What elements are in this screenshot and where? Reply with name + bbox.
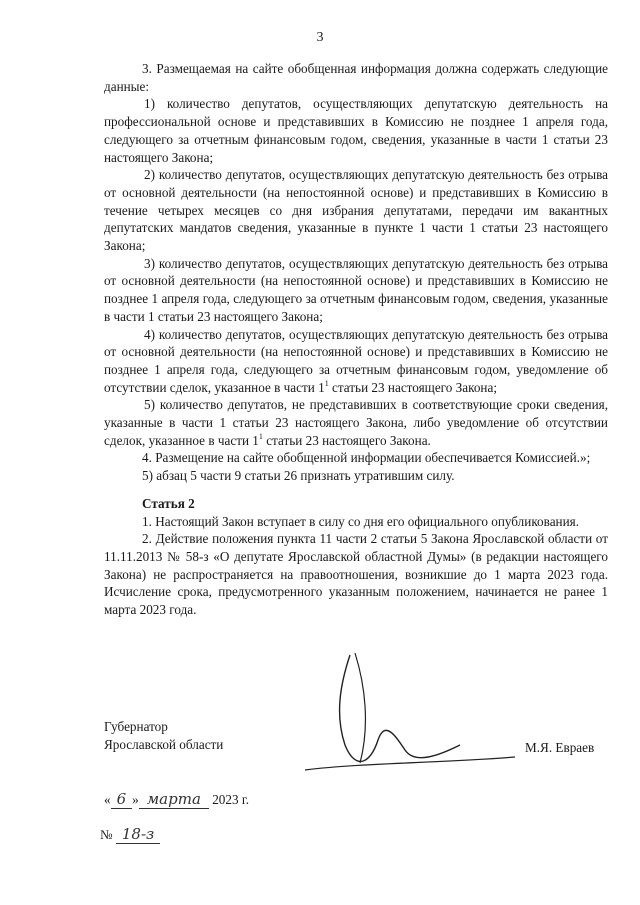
signature-position <box>104 718 223 754</box>
date-open-quote: « <box>104 792 111 807</box>
paragraph-4: 4. Размещение на сайте обобщенной информации обеспечивается Комиссией.»; <box>142 450 591 466</box>
amendment-5: 5) абзац 5 части 9 статьи 26 признать утратившим силу. <box>142 468 455 484</box>
item-5-text: 5) количество депутатов, не представивших в соответствующие сроки сведения, указанные в части 1 статьи 23 настоящего Закона, либо уведомление об отсутствии сделок, указанное в части 1 <box>104 397 608 448</box>
signatory-name: М.Я. Евраев <box>525 740 595 755</box>
law-number <box>100 825 160 843</box>
item-5 <box>104 396 608 449</box>
item-4-text: 4) количество депутатов, осуществляющих депутатскую деятельность без отрыва от основной деятельности (на непостоянной основе) и представивших в Комиссию не позднее 1 апреля года, следующего за отчетным финансовым годом, уведомление об отсутствии сделок, указанное в части 1 <box>104 326 608 395</box>
date-day: 6 <box>111 790 133 809</box>
article-2-item-2: 2. Действие положения пункта 11 части 2 статьи 5 Закона Ярославской области от 11.11.2013 № 58-з «О депутате Ярославской областной Думы» (в редакции настоящего Закона) не распространяется на правоотношения, возникшие до 1 марта 2023 года. Исчисление срока, предусмотренного указанным положением, начинается не ранее 1 марта 2023 года. <box>104 531 608 618</box>
signing-date <box>104 790 249 808</box>
article-2-item-1: 1. Настоящий Закон вступает в силу со дня его официального опубликования. <box>142 513 580 529</box>
item-4 <box>104 326 608 397</box>
date-close-quote: » <box>132 792 139 807</box>
item-5-tail: статьи 23 настоящего Закона. <box>262 432 431 448</box>
item-2: 2) количество депутатов, осуществляющих депутатскую деятельность без отрыва от основной деятельности (на непостоянной основе) и представивших в Комиссию в течение четырех месяцев со дня избрания депутатами, передачи им вакантных депутатских мандатов сведения, указанные в пункте 1 части 1 статьи 23 настоящего Закона; <box>104 167 608 254</box>
paragraph-3: 3. Размещаемая на сайте обобщенная информация должна содержать следующие данные: <box>104 61 608 94</box>
item-1: 1) количество депутатов, осуществляющих депутатскую деятельность на профессиональной основе и представивших в Комиссию не позднее 1 апреля года, следующего за отчетным финансовым годом, сведения, указанные в части 1 статьи 23 настоящего Закона; <box>104 96 608 165</box>
date-month: марта <box>139 790 209 809</box>
date-year: 2023 г. <box>212 792 250 807</box>
item-5-sup: 1 <box>258 431 263 441</box>
position-line-2: Ярославской области <box>104 737 224 752</box>
item-3: 3) количество депутатов, осуществляющих депутатскую деятельность без отрыва от основной деятельности (на непостоянной основе) и представивших в Комиссию не позднее 1 апреля года, следующего за отчетным финансовым годом, сведения, указанные в части 1 статьи 23 настоящего Закона; <box>104 255 608 324</box>
number-value: 18-з <box>116 825 160 844</box>
item-4-sup: 1 <box>324 378 329 388</box>
article-2-heading: Статья 2 <box>142 495 195 511</box>
page-number: 3 <box>316 30 324 45</box>
document-body <box>104 60 608 619</box>
number-prefix: № <box>100 827 113 842</box>
item-4-tail: статьи 23 настоящего Закона; <box>328 379 498 395</box>
position-line-1: Губернатор <box>104 719 168 734</box>
handwritten-signature <box>300 645 520 785</box>
